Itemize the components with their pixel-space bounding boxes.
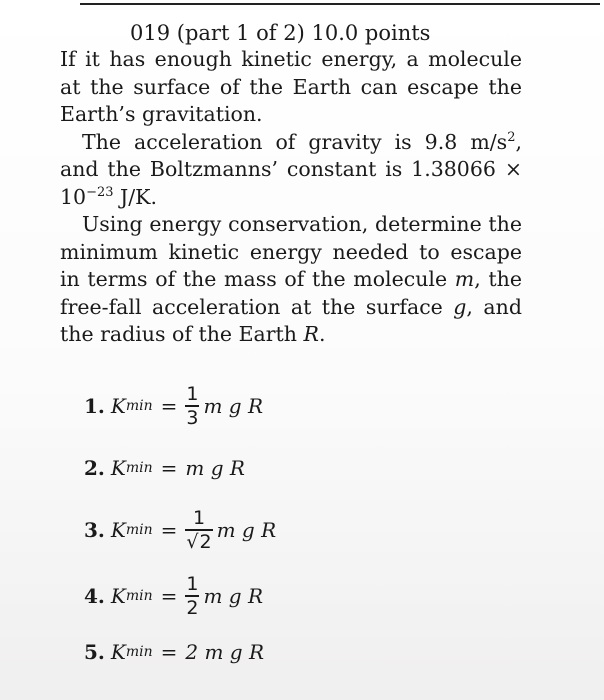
problem-header [130,20,522,46]
choice-5[interactable]: 5. K min = 2 m g R [84,640,265,664]
problem-number: 019 [130,21,171,45]
choice-1[interactable]: 1. K min = $\frac{1}{3}$ m g R [84,383,264,429]
problem-part: (part 1 of 2) [176,21,305,45]
paragraph-constants: The acceleration of gravity is 9.8 $m/s^2$, and the Boltzmanns’ constant is $1.38066 \times 10^{-23}$ J/K. [60,129,522,209]
paragraph-intro: If it has enough kinetic energy, a molecule at the surface of the Earth can escape the Earth’s gravitation. [60,47,522,126]
problem-points: 10.0 points [311,21,431,45]
fraction: $\frac{1}{2}$ [186,573,199,619]
top-rule [80,3,600,5]
problem-block [60,20,522,349]
fraction: $\frac{1}{3}$ [186,383,199,429]
choice-3[interactable]: 3. K min = $\frac{1}{√2}$ m g R [84,507,277,553]
fraction: $\frac{1}{√2}$ [186,507,212,553]
paragraph-question: Using energy conservation, determine the minimum kinetic energy needed to escape in terms of the mass of the molecule m, the free-fall acceleration at the surface g, and the radius of the Earth R. [60,212,522,346]
choice-2[interactable]: 2. K min = m g R [84,456,245,480]
choice-4[interactable]: 4. K min = $\frac{1}{2}$ m g R [84,573,264,619]
